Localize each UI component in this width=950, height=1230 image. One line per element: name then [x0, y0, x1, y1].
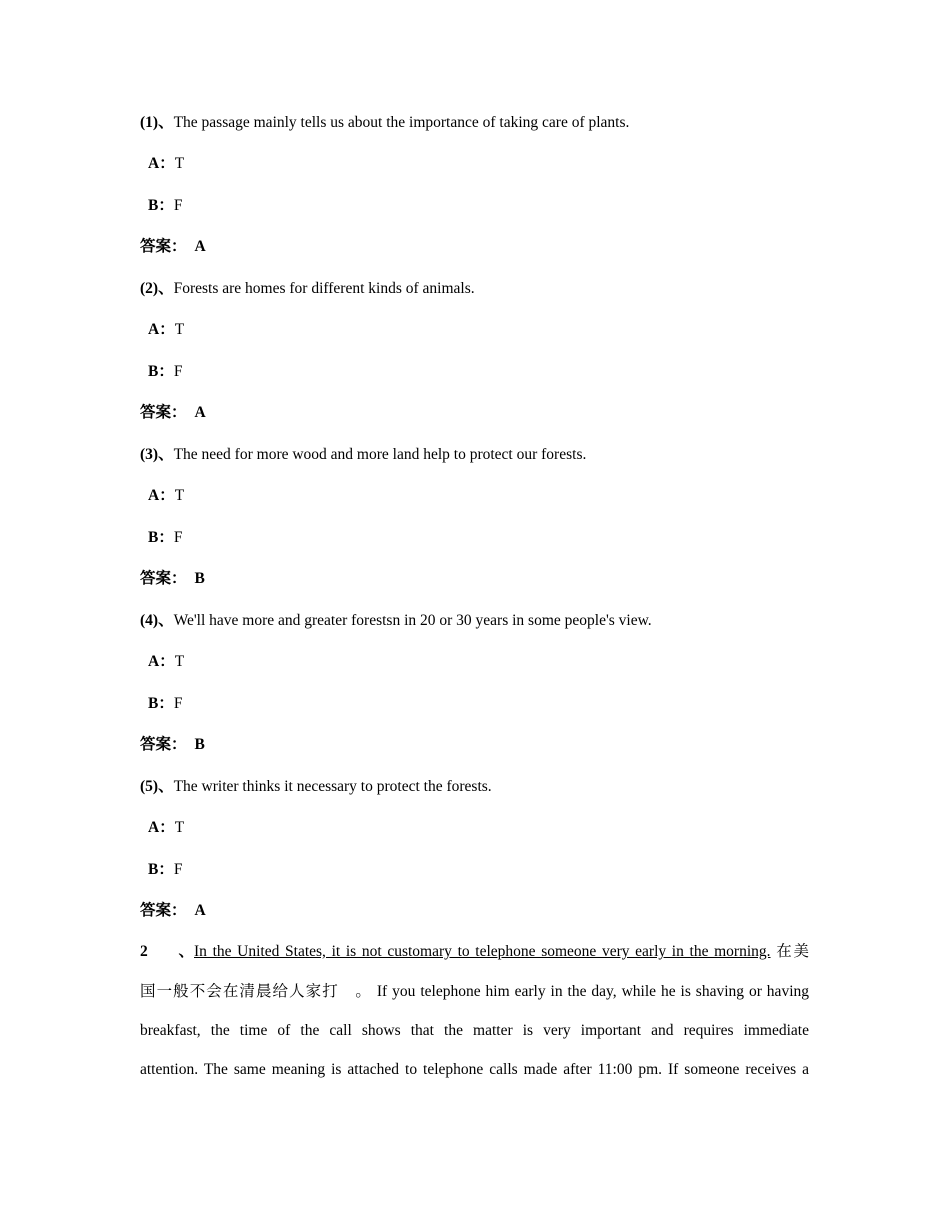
option-a-text: T [174, 819, 185, 836]
question-2-text: Forests are homes for different kinds of animals. [173, 280, 475, 297]
answer-value: B [194, 736, 205, 753]
question-4-answer [140, 735, 205, 755]
question-3-option-a [148, 486, 184, 506]
question-1-answer [140, 237, 206, 257]
passage-line-2-head: 国一般不会在清晨给人家打 。 [140, 983, 372, 1000]
option-a-label: A： [148, 487, 175, 504]
passage-line-1 [140, 942, 809, 962]
passage-underlined-sentence: In the United States, it is not customary to telephone someone very early in the morning. [194, 943, 771, 960]
answer-label: 答案： [140, 902, 187, 919]
option-b-label: B： [148, 529, 174, 546]
question-2-number: (2)、 [140, 280, 174, 297]
question-4-option-b [148, 694, 182, 714]
option-a-label: A： [148, 321, 175, 338]
question-2-option-b [148, 362, 182, 382]
question-2-answer [140, 403, 206, 423]
option-a-text: T [174, 321, 185, 338]
passage-line-4-text: attention. The same meaning is attached to telephone calls made after 11:00 pm. If someone receives a [140, 1061, 809, 1078]
question-5 [140, 777, 492, 797]
option-b-label: B： [148, 861, 174, 878]
passage-number: 2、 [140, 943, 194, 960]
answer-label: 答案： [140, 238, 187, 255]
option-a-text: T [174, 155, 185, 172]
passage-line-3 [140, 1021, 809, 1041]
question-1-number: (1)、 [140, 114, 174, 131]
answer-label: 答案： [140, 404, 187, 421]
option-a-label: A： [148, 819, 175, 836]
question-3-answer [140, 569, 205, 589]
option-b-text: F [173, 529, 183, 546]
option-a-label: A： [148, 155, 175, 172]
answer-value: A [194, 902, 206, 919]
passage-line-2-tail: If you telephone him early in the day, while he is shaving or having [376, 983, 809, 1000]
question-5-option-a [148, 818, 184, 838]
passage-line-2 [140, 982, 809, 1002]
question-5-text: The writer thinks it necessary to protect the forests. [173, 778, 492, 795]
question-1 [140, 113, 629, 133]
option-b-text: F [173, 695, 183, 712]
question-3 [140, 445, 586, 465]
option-b-label: B： [148, 197, 174, 214]
answer-label: 答案： [140, 736, 187, 753]
question-1-text: The passage mainly tells us about the importance of taking care of plants. [173, 114, 630, 131]
answer-value: A [194, 238, 206, 255]
option-b-label: B： [148, 363, 174, 380]
option-b-text: F [173, 861, 183, 878]
question-4-text: We'll have more and greater forestsn in 20 or 30 years in some people's view. [173, 612, 652, 629]
question-3-option-b [148, 528, 182, 548]
passage-line-1-tail: 在美 [776, 943, 809, 960]
option-a-text: T [174, 653, 185, 670]
option-a-text: T [174, 487, 185, 504]
question-3-text: The need for more wood and more land help to protect our forests. [173, 446, 587, 463]
question-4 [140, 611, 652, 631]
question-1-option-b [148, 196, 182, 216]
question-4-option-a [148, 652, 184, 672]
answer-value: A [194, 404, 206, 421]
question-5-option-b [148, 860, 182, 880]
option-b-text: F [173, 197, 183, 214]
answer-label: 答案： [140, 570, 187, 587]
passage-line-3-text: breakfast, the time of the call shows that the matter is very important and requires immediate [140, 1022, 809, 1039]
question-4-number: (4)、 [140, 612, 174, 629]
question-1-option-a [148, 154, 184, 174]
option-a-label: A： [148, 653, 175, 670]
answer-value: B [194, 570, 205, 587]
question-5-number: (5)、 [140, 778, 174, 795]
question-3-number: (3)、 [140, 446, 174, 463]
question-5-answer [140, 901, 206, 921]
question-2 [140, 279, 475, 299]
passage-line-4 [140, 1060, 809, 1080]
option-b-text: F [173, 363, 183, 380]
question-2-option-a [148, 320, 184, 340]
option-b-label: B： [148, 695, 174, 712]
